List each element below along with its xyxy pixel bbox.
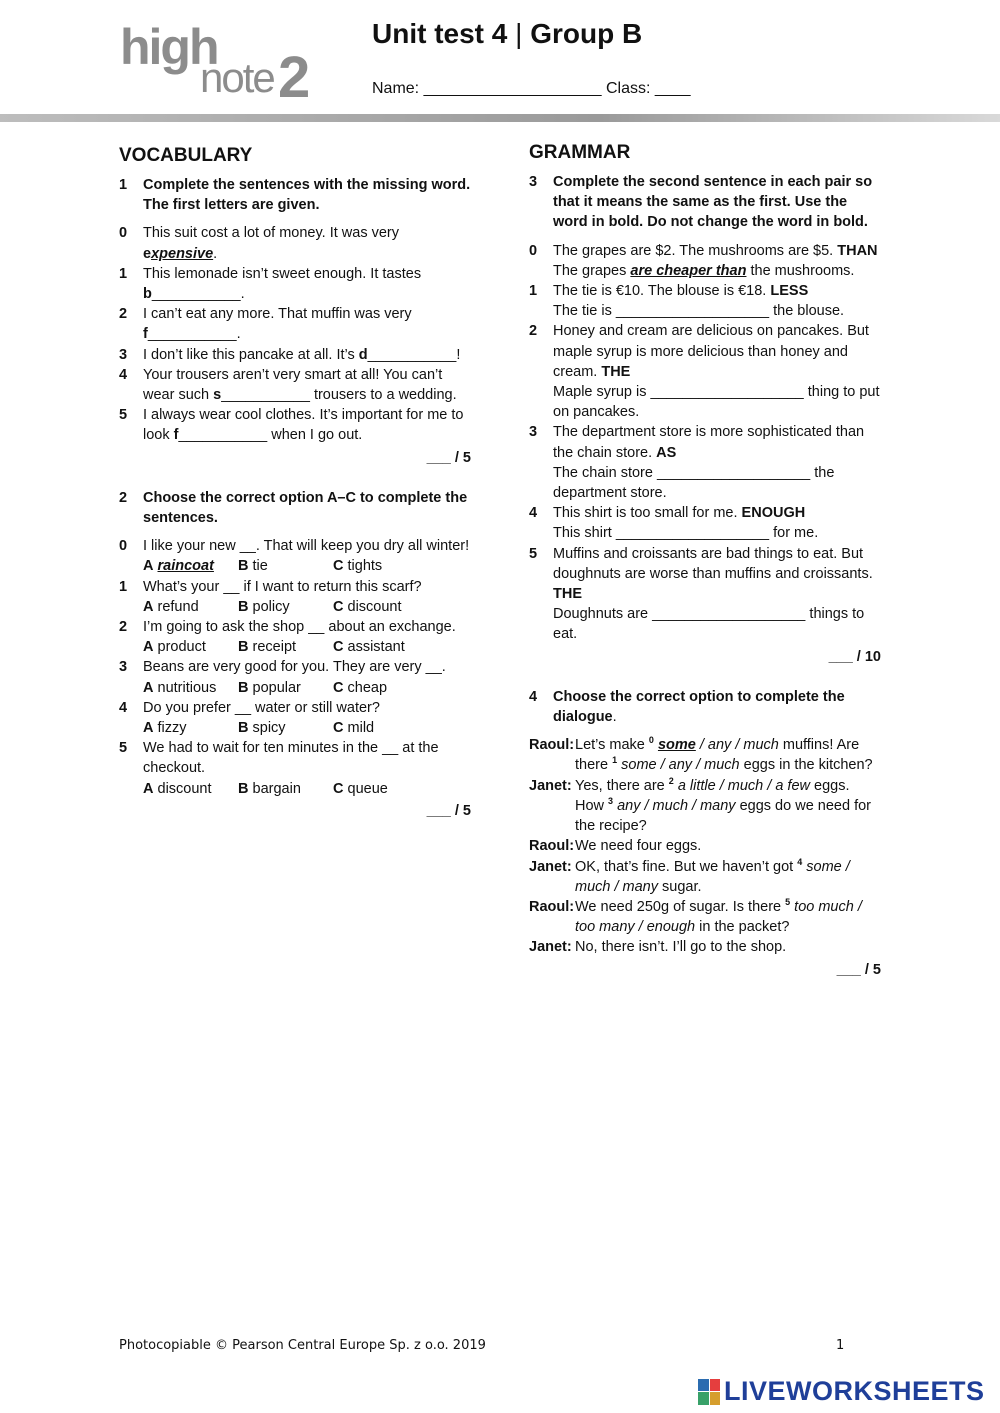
item-text [143, 536, 471, 576]
item-number: 3 [119, 659, 128, 676]
answer-blank[interactable]: ___________ [221, 387, 310, 404]
question-text: I’m going to ask the shop __ about an exchange. [143, 619, 456, 636]
page-number: 1 [836, 1338, 845, 1353]
option-choices[interactable]: some / much / many [575, 858, 850, 895]
option-c[interactable] [333, 597, 428, 617]
option-row [143, 637, 471, 657]
option-letter: C [333, 679, 344, 696]
option-letter: C [333, 780, 344, 797]
option-row [143, 718, 471, 738]
item-text [553, 544, 881, 645]
keyword: THAN [837, 242, 878, 259]
option-a[interactable] [143, 556, 238, 576]
gap-number: 4 [797, 856, 803, 867]
list-item [119, 365, 471, 405]
name-field[interactable]: ____________________ [423, 80, 602, 97]
option-letter: A [143, 639, 154, 656]
option-letter: B [238, 598, 249, 615]
option-b[interactable] [238, 779, 333, 799]
option-row [143, 597, 471, 617]
list-item [119, 698, 471, 738]
exercise-1-instruction [119, 175, 471, 215]
option-choices[interactable]: too much / too many / enough [575, 898, 862, 936]
instruction-text: Complete the sentences with the missing word. The first letters are given. [143, 177, 471, 214]
item-text [143, 657, 471, 697]
option-c[interactable] [333, 678, 428, 698]
option-row [143, 678, 471, 698]
item-number: 0 [529, 242, 538, 259]
option-letter: A [143, 558, 154, 575]
logo-word-note: note [200, 54, 274, 101]
dialogue-line [529, 735, 881, 775]
item-text [143, 738, 471, 799]
option-choices[interactable]: some / any / much [621, 757, 740, 774]
option-row [143, 556, 471, 576]
option-b[interactable] [238, 678, 333, 698]
exercise-4-instruction [529, 687, 881, 727]
dialogue-line [529, 836, 881, 856]
example-answer: are cheaper than [630, 262, 747, 279]
option-b[interactable] [238, 637, 333, 657]
item-text: I can’t eat any more. That muffin was very f___________. [143, 306, 412, 343]
list-item [119, 657, 471, 697]
speaker-name: Raoul: [529, 737, 575, 754]
dialogue-line [529, 937, 881, 957]
answer-blank[interactable]: ___________________ [656, 464, 811, 481]
exercise-2-instruction [119, 488, 471, 528]
item-text [143, 617, 471, 657]
first-sentence: The grapes are $2. The mushrooms are $5. THAN [553, 242, 878, 259]
gap-number: 3 [608, 796, 614, 807]
option-text: cheap [347, 679, 388, 696]
item-number: 5 [529, 545, 538, 562]
exercise-4-score: ___ / 5 [836, 961, 881, 978]
item-number: 1 [119, 578, 128, 595]
first-letter: f [173, 427, 179, 444]
dialogue-text: We need four eggs. [575, 838, 702, 855]
name-class-row [372, 80, 691, 98]
high-note-logo [120, 18, 320, 108]
gap-number: 1 [612, 755, 618, 766]
second-sentence: This shirt ___________________ for me. [553, 525, 819, 542]
item-number: 0 [119, 225, 128, 242]
question-text: What’s your __ if I want to return this scarf? [143, 578, 422, 595]
item-number: 0 [119, 538, 128, 555]
liveworksheets-wordmark: LIVEWORKSHEETS [724, 1376, 985, 1406]
option-text: receipt [252, 639, 297, 656]
option-text: discount [157, 780, 212, 797]
keyword: THE [553, 586, 582, 603]
second-sentence: Doughnuts are ___________________ things to eat. [553, 606, 865, 643]
exercise-1-score: ___ / 5 [426, 449, 471, 466]
answer-blank[interactable]: ___________ [147, 326, 237, 343]
option-letter: A [143, 720, 154, 737]
option-text: policy [252, 598, 290, 615]
exercise-3-score: ___ / 10 [828, 648, 881, 665]
option-letter: A [143, 780, 154, 797]
option-choices[interactable]: a little / much / a few [677, 777, 810, 794]
option-c[interactable] [333, 556, 428, 576]
option-text: refund [157, 598, 199, 615]
option-c[interactable] [333, 637, 428, 657]
answer-blank[interactable]: ___________ [178, 427, 268, 444]
title-separator: | [515, 18, 523, 49]
name-label: Name: [372, 80, 420, 97]
list-item [119, 304, 471, 344]
option-text: nutritious [157, 679, 217, 696]
list-item [119, 536, 471, 576]
option-letter: C [333, 598, 344, 615]
copyright-note: Photocopiable © Pearson Central Europe Sp. z o.o. 2019 [119, 1338, 486, 1353]
example-answer: xpensive [151, 245, 214, 262]
option-text: raincoat [157, 558, 214, 575]
item-number: 3 [529, 424, 538, 441]
option-text: spicy [252, 720, 286, 737]
first-letter: e [143, 245, 152, 262]
answer-blank[interactable]: ___________ [367, 346, 457, 363]
title-group: Group B [530, 18, 643, 49]
list-item [119, 617, 471, 657]
dialogue-text: We need 250g of sugar. Is there $^5$ too much / too many / enough in the packet? [575, 897, 862, 936]
option-text: assistant [347, 639, 405, 656]
liveworksheets-brand[interactable] [698, 1376, 985, 1407]
exercise-number: 3 [529, 174, 538, 190]
second-sentence: The chain store ___________________ the department store. [553, 464, 835, 502]
item-number: 2 [119, 619, 128, 636]
option-letter: B [238, 780, 249, 797]
grammar-heading: GRAMMAR [529, 142, 631, 163]
option-choices[interactable]: / any / much [695, 737, 779, 754]
first-letter: d [358, 346, 368, 363]
list-item [529, 281, 881, 321]
list-item [119, 345, 471, 365]
option-a[interactable] [143, 597, 238, 617]
option-b[interactable] [238, 556, 333, 576]
instruction-text: Choose the correct option A–C to complete the sentences. [143, 489, 468, 527]
exercise-number: 1 [119, 177, 128, 193]
dialogue-text: No, there isn’t. I’ll go to the shop. [575, 939, 787, 956]
option-text: discount [347, 598, 402, 615]
option-a[interactable] [143, 779, 238, 799]
item-text [553, 321, 881, 422]
gap-number: 2 [668, 775, 674, 786]
item-number: 4 [119, 699, 128, 716]
option-letter: C [333, 720, 344, 737]
option-text: queue [347, 780, 388, 797]
first-sentence: Honey and cream are delicious on pancakes. But maple syrup is more delicious than honey and cream. THE [553, 323, 869, 380]
option-text: tights [347, 558, 383, 575]
list-item [529, 422, 881, 503]
first-letter: f [143, 326, 148, 343]
item-number: 2 [119, 306, 128, 323]
exercise-3-instruction [529, 172, 881, 233]
first-sentence: The department store is more sophisticated than the chain store. AS [553, 424, 865, 461]
list-item [119, 738, 471, 799]
speaker-name: Janet: [529, 858, 572, 875]
answer-blank[interactable]: ___________________ [652, 606, 806, 623]
item-text: I always wear cool clothes. It’s important for me to look f___________ when I go out. [143, 407, 464, 444]
option-a[interactable] [143, 678, 238, 698]
header-divider [0, 114, 1000, 122]
keyword: AS [656, 444, 677, 461]
option-row [143, 779, 471, 799]
gap-number: 0 [648, 735, 654, 746]
instruction-text: Complete the second sentence in each pair so that it means the same as the first. Use the word in bold. Do not change the word in bold. [553, 174, 873, 231]
dialogue-line [529, 776, 881, 837]
list-item [529, 321, 881, 422]
speaker-name: Janet: [529, 777, 572, 794]
class-label: Class: [606, 80, 651, 97]
item-number: 5 [119, 740, 128, 757]
list-item [119, 264, 471, 304]
list-item [529, 503, 881, 543]
item-text: Your trousers aren’t very smart at all! You can’t wear such s___________ trousers to a wedding. [143, 366, 457, 404]
option-text: mild [347, 720, 375, 737]
exercise-number: 4 [529, 688, 538, 705]
answer-blank[interactable]: ___________ [151, 286, 241, 303]
speaker-name: Janet: [529, 939, 572, 956]
item-text [143, 577, 471, 617]
option-c[interactable] [333, 718, 428, 738]
first-sentence: The tie is €10. The blouse is €18. LESS [553, 283, 809, 300]
dialogue-line [529, 897, 881, 937]
first-letter: b [143, 286, 152, 303]
option-letter: B [238, 679, 249, 696]
example-answer: some [657, 737, 696, 754]
question-text: Beans are very good for you. They are very __. [143, 659, 446, 676]
second-sentence: The grapes are cheaper than the mushrooms. [553, 262, 855, 279]
option-a[interactable] [143, 718, 238, 738]
item-text [553, 281, 881, 321]
exercise-number: 2 [119, 489, 128, 506]
vocabulary-heading: VOCABULARY [119, 145, 253, 166]
list-item [529, 544, 881, 645]
list-item [529, 241, 881, 281]
instruction-text: Choose the correct option to complete the dialogue. [553, 688, 845, 726]
class-field[interactable]: ____ [654, 80, 691, 97]
item-text: This lemonade isn’t sweet enough. It tastes b___________. [143, 265, 422, 303]
option-letter: A [143, 598, 154, 615]
item-number: 4 [529, 505, 538, 522]
answer-blank[interactable]: ___________________ [615, 303, 770, 320]
exercise-2-items [119, 536, 471, 799]
option-letter: C [333, 639, 344, 656]
item-text: This suit cost a lot of money. It was very expensive. [143, 225, 399, 262]
question-text: I like your new __. That will keep you dry all winter! [143, 538, 470, 555]
title-unit: Unit test 4 [372, 18, 508, 49]
item-number: 2 [529, 323, 538, 340]
item-text [143, 698, 471, 738]
exercise-4-dialogue [529, 735, 881, 957]
first-sentence: This shirt is too small for me. ENOUGH [553, 505, 806, 522]
keyword: LESS [770, 283, 809, 300]
option-c[interactable] [333, 779, 428, 799]
option-text: product [157, 639, 206, 656]
speaker-name: Raoul: [529, 898, 575, 915]
liveworksheets-badge-icon [698, 1379, 720, 1405]
item-number: 3 [119, 346, 128, 363]
option-b[interactable] [238, 597, 333, 617]
item-number: 5 [119, 407, 128, 424]
option-b[interactable] [238, 718, 333, 738]
keyword: ENOUGH [741, 505, 806, 522]
item-number: 1 [529, 283, 538, 300]
logo-number: 2 [278, 45, 311, 110]
exercise-1-items [119, 223, 471, 445]
option-text: fizzy [157, 720, 187, 737]
item-number: 1 [119, 265, 128, 282]
dialogue-text: Let’s make $^0$ some / any / much muffins! Are there $^1$ some / any / much eggs in the kitchen? [575, 735, 873, 774]
option-text: bargain [252, 780, 301, 797]
option-choices[interactable]: any / much / many [617, 797, 736, 814]
gap-number: 5 [785, 897, 791, 908]
exercise-2-score: ___ / 5 [426, 802, 471, 819]
dialogue-text: OK, that’s fine. But we haven’t got $^4$ some / much / many sugar. [575, 856, 850, 895]
option-letter: B [238, 558, 249, 575]
answer-blank[interactable]: ___________________ [650, 384, 804, 401]
second-sentence: Maple syrup is ___________________ thing to put on pancakes. [553, 384, 880, 421]
item-number: 4 [119, 366, 128, 383]
option-letter: A [143, 679, 154, 696]
item-text [553, 422, 881, 503]
list-item [119, 577, 471, 617]
option-text: tie [252, 558, 268, 575]
keyword: THE [601, 363, 631, 380]
item-text [553, 503, 881, 543]
grammar-section [529, 140, 881, 980]
vocabulary-section [119, 143, 471, 821]
question-text: We had to wait for ten minutes in the __ at the checkout. [143, 740, 439, 777]
option-text: popular [252, 679, 301, 696]
dialogue-line [529, 857, 881, 897]
dialogue-text: Yes, there are $^2$ a little / much / a few eggs. How $^3$ any / much / many eggs do we need for the recipe? [575, 775, 871, 835]
item-text: I don’t like this pancake at all. It’s d___________! [143, 346, 461, 363]
second-sentence: The tie is ___________________ the blouse. [553, 303, 845, 320]
first-letter: s [213, 387, 222, 404]
first-sentence: Muffins and croissants are bad things to eat. But doughnuts are worse than muffins and croissants. THE [553, 545, 873, 603]
option-letter: B [238, 639, 249, 656]
option-a[interactable] [143, 637, 238, 657]
option-letter: B [238, 720, 249, 737]
exercise-3-items [529, 241, 881, 645]
list-item [119, 405, 471, 445]
item-text [553, 241, 881, 281]
page-title [372, 18, 642, 50]
logo-word-high: high [120, 19, 218, 75]
speaker-name: Raoul: [529, 838, 575, 855]
option-letter: C [333, 558, 344, 575]
answer-blank[interactable]: ___________________ [615, 525, 770, 542]
question-text: Do you prefer __ water or still water? [143, 699, 380, 716]
list-item [119, 223, 471, 263]
